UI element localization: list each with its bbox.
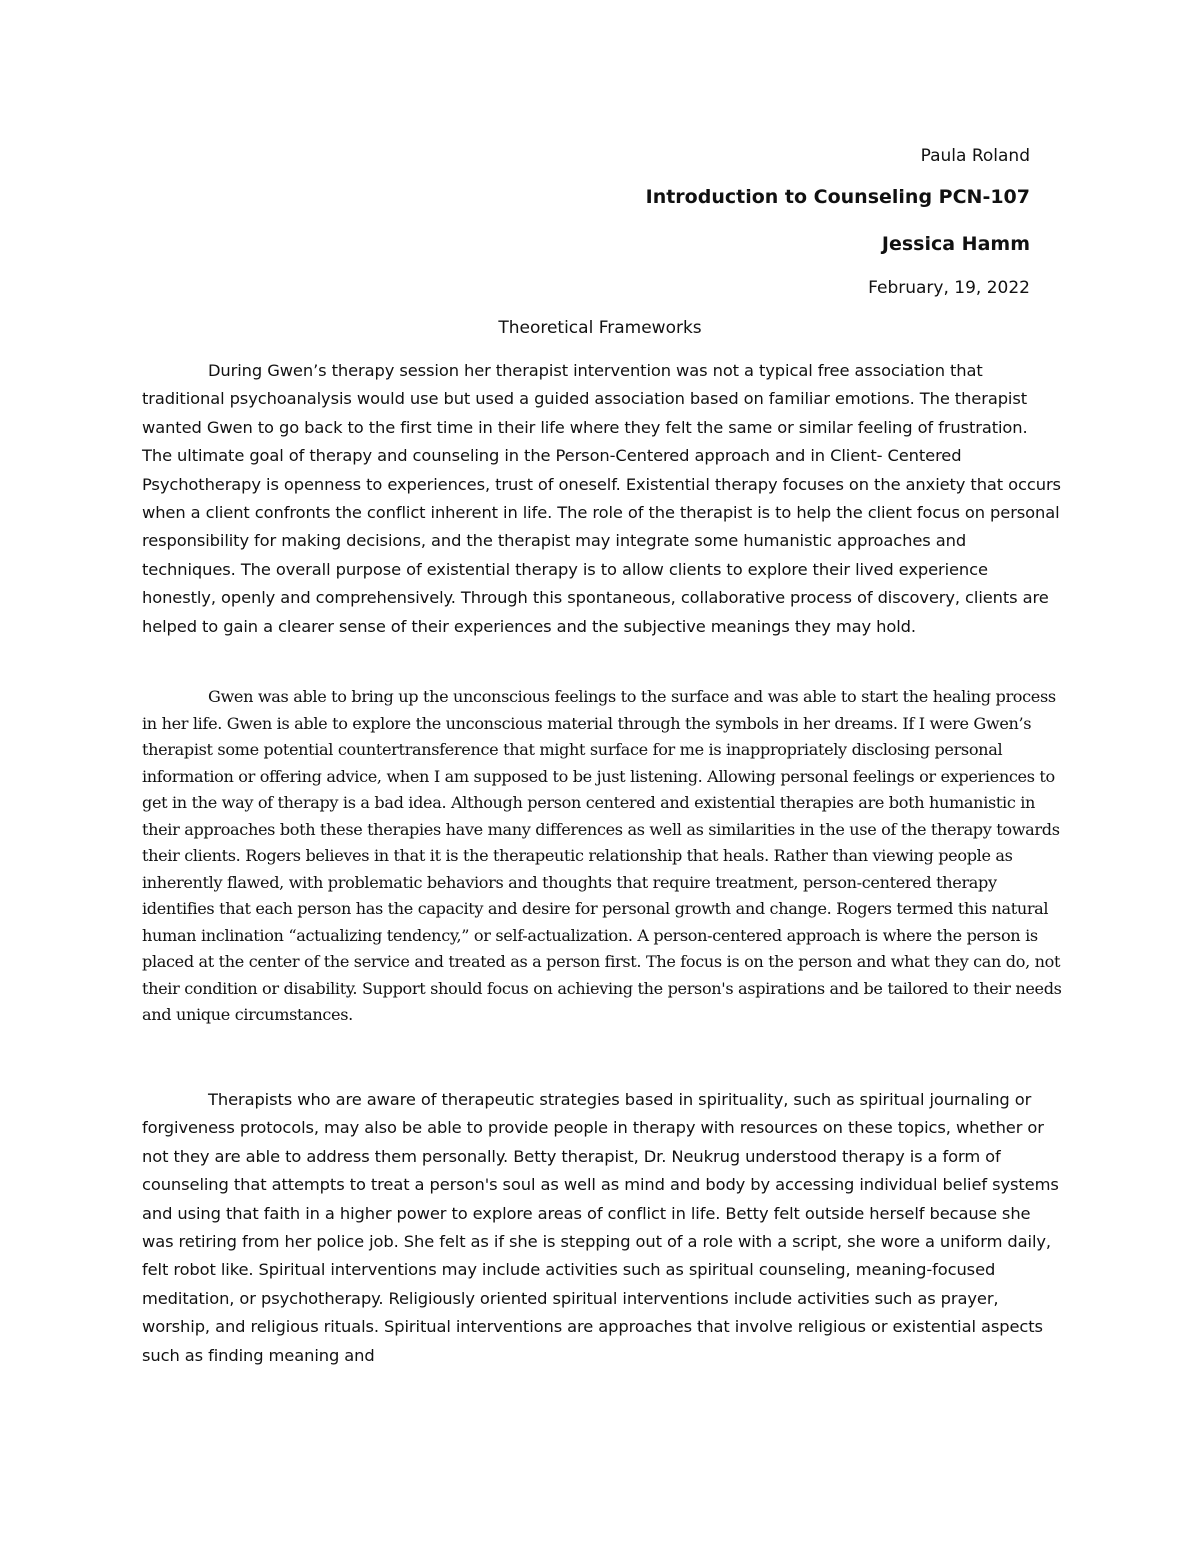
document-date: February, 19, 2022 — [868, 278, 1030, 298]
author-name: Paula Roland — [920, 146, 1030, 166]
document-title: Theoretical Frameworks — [498, 318, 702, 338]
body-paragraph-2: Gwen was able to bring up the unconscious feelings to the surface and was able to start the healing process in her life. Gwen is able to explore the unconscious material through the symbols in her dreams. If I were Gwen’s therapist some potential countertransference that might surface for me is inappropriately disclosing personal information or offering advice, when I am supposed to be just listening. Allowing personal feelings or experiences to get in the way of therapy is a bad idea. Although person centered and existential therapies are both humanistic in their approaches both these therapies have many differences as well as similarities in the use of the therapy towards their clients. Rogers believes in that it is the therapeutic relationship that heals. Rather than viewing people as inherently flawed, with problematic behaviors and thoughts that require treatment, person-centered therapy identifies that each person has the capacity and desire for personal growth and change. Rogers termed this natural human inclination “actualizing tendency,” or self-actualization. A person-centered approach is where the person is placed at the center of the service and treated as a person first. The focus is on the person and what they can do, not their condition or disability. Support should focus on achieving the person's aspirations and be tailored to their needs and unique circumstances. — [142, 687, 1062, 1024]
instructor-name: Jessica Hamm — [881, 233, 1030, 255]
body-paragraph-1: During Gwen’s therapy session her therapist intervention was not a typical free association that traditional psychoanalysis would use but used a guided association based on familiar emotions. The therapist wanted Gwen to go back to the first time in their life where they felt the same or similar feeling of frustration. The ultimate goal of therapy and counseling in the Person-Centered approach and in Client- Centered Psychotherapy is openness to experiences, trust of oneself. Existential therapy focuses on the anxiety that occurs when a client confronts the conflict inherent in life. The role of the therapist is to help the client focus on personal responsibility for making decisions, and the therapist may integrate some humanistic approaches and techniques. The overall purpose of existential therapy is to allow clients to explore their lived experience honestly, openly and comprehensively. Through this spontaneous, collaborative process of discovery, clients are helped to gain a clearer sense of their experiences and the subjective meanings they may hold. — [142, 361, 1061, 636]
course-title: Introduction to Counseling PCN-107 — [645, 186, 1030, 208]
body-paragraph-3: Therapists who are aware of therapeutic strategies based in spirituality, such as spiritual journaling or forgiveness protocols, may also be able to provide people in therapy with resources on these topics, whether or not they are able to address them personally. Betty therapist, Dr. Neukrug understood therapy is a form of counseling that attempts to treat a person's soul as well as mind and body by accessing individual belief systems and using that faith in a higher power to explore areas of conflict in life. Betty felt outside herself because she was retiring from her police job. She felt as if she is stepping out of a role with a script, she wore a uniform daily, felt robot like. Spiritual interventions may include activities such as spiritual counseling, meaning-focused meditation, or psychotherapy. Religiously oriented spiritual interventions include activities such as prayer, worship, and religious rituals. Spiritual interventions are approaches that involve religious or existential aspects such as finding meaning and — [142, 1090, 1059, 1365]
